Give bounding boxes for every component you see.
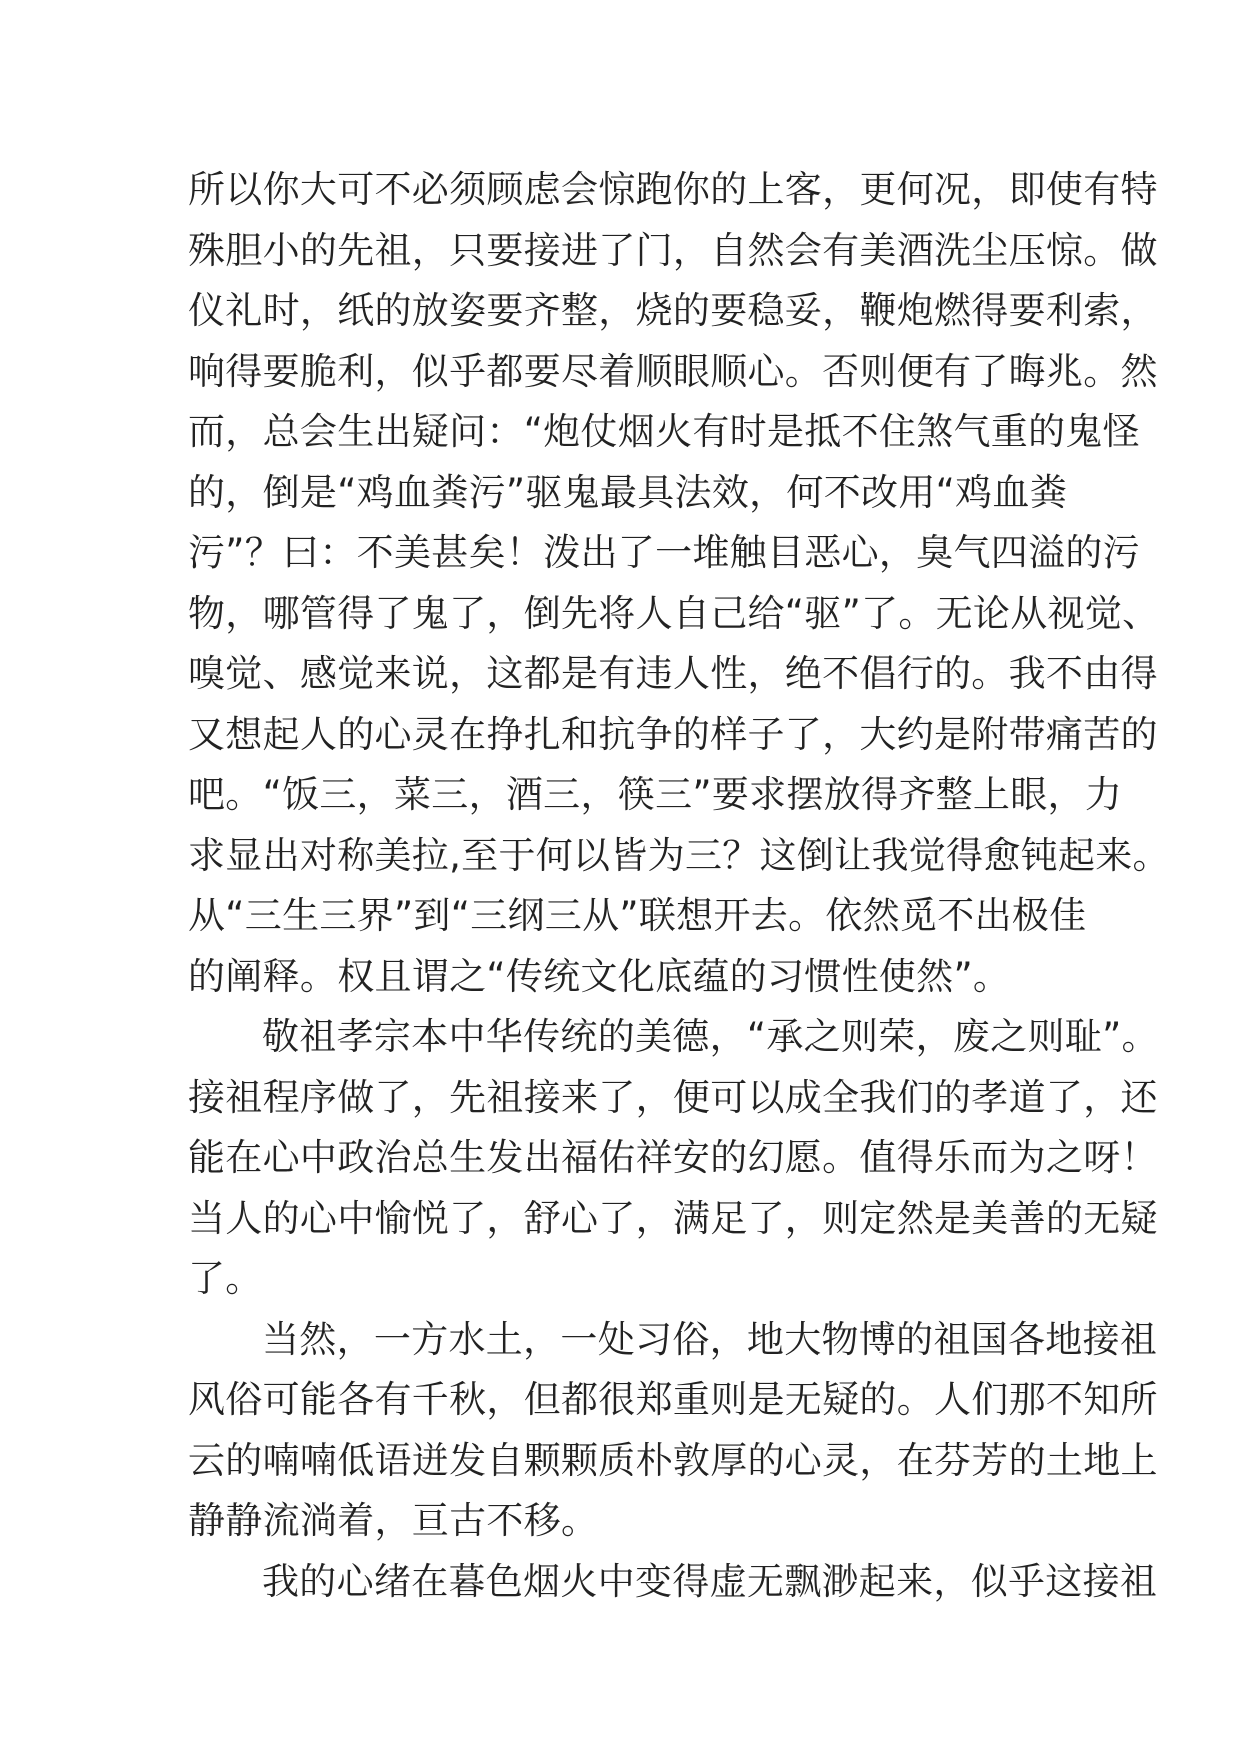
- text-line-first: 我的心绪在暮色烟火中变得虚无飘渺起来，似乎这接祖: [262, 1559, 1158, 1603]
- paragraph-4: [188, 1552, 1158, 1613]
- text-line: 而，总会生出疑问：“炮仗烟火有时是抵不住煞气重的鬼怪: [188, 410, 1140, 453]
- text-line: 的阐释。权且谓之“传统文化底蕴的习惯性使然”。: [188, 954, 1011, 998]
- text-line: 又想起人的心灵在挣扎和抗争的样子了，大约是附带痛苦的: [188, 712, 1158, 756]
- text-line: 云的喃喃低语迸发自颗颗质朴敦厚的心灵，在芬芳的土地上: [188, 1438, 1158, 1482]
- paragraph-3: [188, 1310, 1158, 1552]
- text-line: 物，哪管得了鬼了，倒先将人自己给“驱”了。无论从视觉、: [188, 591, 1160, 635]
- text-line-first: 敬祖孝宗本中华传统的美德，“承之则荣，废之则耻”。: [262, 1015, 1159, 1058]
- document-body: [188, 160, 1170, 1612]
- text-line: 了。: [188, 1257, 263, 1300]
- text-line: 接祖程序做了，先祖接来了，便可以成全我们的孝道了，还: [188, 1075, 1158, 1119]
- text-line: 从“三生三界”到“三纲三从”联想开去。依然觅不出极佳: [188, 894, 1087, 937]
- text-line: 响得要脆利，似乎都要尽着顺眼顺心。否则便有了晦兆。然: [188, 349, 1158, 393]
- text-line-first: 当然，一方水土，一处习俗，地大物博的祖国各地接祖: [262, 1317, 1158, 1361]
- text-line: 风俗可能各有千秋，但都很郑重则是无疑的。人们那不知所: [188, 1378, 1158, 1421]
- paragraph-1: [188, 160, 1170, 1007]
- text-line: 当人的心中愉悦了，舒心了，满足了，则定然是美善的无疑: [188, 1196, 1158, 1240]
- text-line: 所以你大可不必须顾虑会惊跑你的上客，更何况，即使有特: [188, 168, 1158, 211]
- text-line: 求显出对称美拉,至于何以皆为三？这倒让我觉得愈钝起来。: [188, 833, 1170, 877]
- paragraph-2: [188, 1007, 1159, 1310]
- text-line: 嗅觉、感觉来说，这都是有违人性，绝不倡行的。我不由得: [188, 652, 1158, 695]
- text-line: 静静流淌着，亘古不移。: [188, 1499, 599, 1542]
- text-line: 吧。“饭三，菜三，酒三，筷三”要求摆放得齐整上眼，力: [188, 773, 1123, 816]
- text-line: 仪礼时，纸的放姿要齐整，烧的要稳妥，鞭炮燃得要利索，: [188, 289, 1158, 332]
- text-line: 的，倒是“鸡血粪污”驱鬼最具法效，何不改用“鸡血粪: [188, 470, 1068, 514]
- text-line: 殊胆小的先祖，只要接进了门，自然会有美酒洗尘压惊。做: [188, 228, 1158, 272]
- text-line: 能在心中政治总生发出福佑祥安的幻愿。值得乐而为之呀！: [188, 1136, 1158, 1179]
- text-line: 污”？曰：不美甚矣！泼出了一堆触目恶心，臭气四溢的污: [188, 531, 1140, 574]
